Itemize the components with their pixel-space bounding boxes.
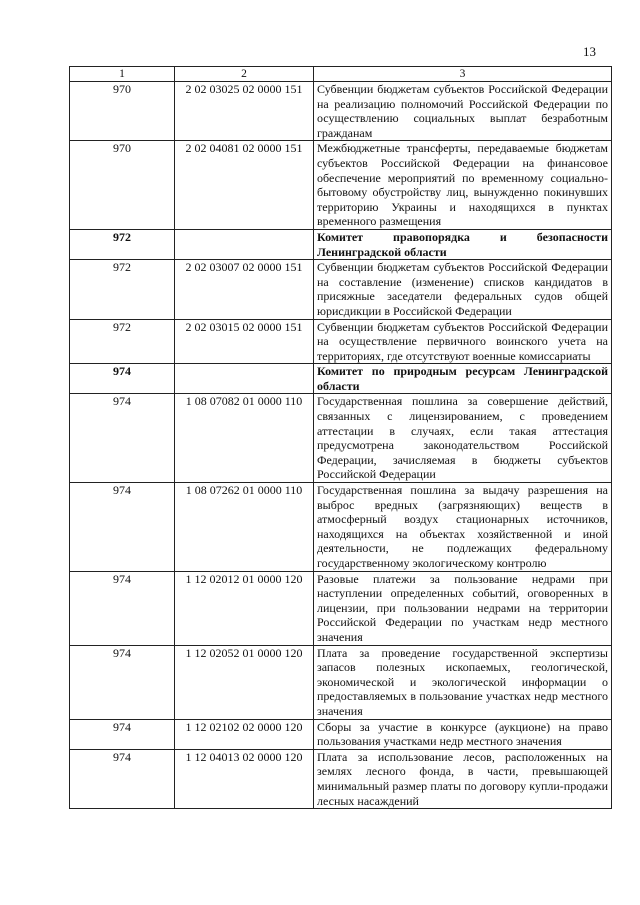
revenue-code-cell: 2 02 04081 02 0000 151 bbox=[175, 141, 314, 230]
table-row bbox=[70, 319, 612, 364]
table-row bbox=[70, 571, 612, 645]
revenue-code-cell bbox=[175, 364, 314, 394]
table-row bbox=[70, 394, 612, 483]
table-row bbox=[70, 719, 612, 749]
revenue-code-cell: 1 08 07262 01 0000 110 bbox=[175, 483, 314, 572]
table-row bbox=[70, 82, 612, 141]
table-row bbox=[70, 749, 612, 808]
column-header-1: 1 bbox=[70, 67, 175, 82]
revenue-name-cell: Субвенции бюджетам субъектов Российской Федерации на реализацию полномочий Российской Федерации по осуществлению социальных выплат безработным гражданам bbox=[314, 82, 612, 141]
administrator-name-cell: Комитет правопорядка и безопасности Ленинградской области bbox=[314, 229, 612, 259]
revenue-code-cell: 1 12 02052 01 0000 120 bbox=[175, 645, 314, 719]
revenue-code-cell: 2 02 03025 02 0000 151 bbox=[175, 82, 314, 141]
revenue-name-cell: Разовые платежи за пользование недрами при наступлении определенных событий, оговоренных в лицензии, при пользовании недрами на территории Российской Федерации по участкам недр местного значения bbox=[314, 571, 612, 645]
revenue-name-cell: Государственная пошлина за совершение действий, связанных с лицензированием, с проведением аттестации в случаях, если такая аттестация предусмотрена законодательством Российской Федерации, зачисляемая в бюджеты субъектов Российской Федерации bbox=[314, 394, 612, 483]
admin-code-cell: 974 bbox=[70, 645, 175, 719]
admin-code-cell: 972 bbox=[70, 260, 175, 319]
revenue-name-cell: Государственная пошлина за выдачу разрешения на выброс вредных (загрязняющих) веществ в атмосферный воздух стационарных источников, находящихся на объектах хозяйственной и иной деятельности, не подлежащих федеральному государственному экологическому контролю bbox=[314, 483, 612, 572]
revenue-code-cell: 2 02 03015 02 0000 151 bbox=[175, 319, 314, 364]
admin-code-cell: 974 bbox=[70, 483, 175, 572]
admin-code-cell: 974 bbox=[70, 394, 175, 483]
admin-code-cell: 974 bbox=[70, 749, 175, 808]
revenue-name-cell: Сборы за участие в конкурсе (аукционе) на право пользования участками недр местного значения bbox=[314, 719, 612, 749]
revenue-code-cell bbox=[175, 229, 314, 259]
table-row-administrator-header bbox=[70, 229, 612, 259]
administrator-name-cell: Комитет по природным ресурсам Ленинградской области bbox=[314, 364, 612, 394]
table-row bbox=[70, 141, 612, 230]
table-row bbox=[70, 260, 612, 319]
column-header-2: 2 bbox=[175, 67, 314, 82]
admin-code-cell: 972 bbox=[70, 319, 175, 364]
revenue-code-cell: 1 12 02102 02 0000 120 bbox=[175, 719, 314, 749]
revenue-codes-table bbox=[69, 66, 612, 809]
revenue-name-cell: Плата за использование лесов, расположенных на землях лесного фонда, в части, превышающей минимальный размер платы по договору купли-продажи лесных насаждений bbox=[314, 749, 612, 808]
table-row bbox=[70, 645, 612, 719]
table-header-row bbox=[70, 67, 612, 82]
revenue-name-cell: Плата за проведение государственной экспертизы запасов полезных ископаемых, геологической, экономической и экологической информации о предоставляемых в пользование участках недр местного значения bbox=[314, 645, 612, 719]
admin-code-cell: 974 bbox=[70, 719, 175, 749]
revenue-code-cell: 1 12 02012 01 0000 120 bbox=[175, 571, 314, 645]
revenue-code-cell: 2 02 03007 02 0000 151 bbox=[175, 260, 314, 319]
admin-code-cell: 974 bbox=[70, 364, 175, 394]
table-row bbox=[70, 483, 612, 572]
revenue-code-cell: 1 12 04013 02 0000 120 bbox=[175, 749, 314, 808]
admin-code-cell: 972 bbox=[70, 229, 175, 259]
admin-code-cell: 970 bbox=[70, 141, 175, 230]
revenue-name-cell: Субвенции бюджетам субъектов Российской Федерации на осуществление первичного воинского учета на территориях, где отсутствуют военные комиссариаты bbox=[314, 319, 612, 364]
revenue-code-cell: 1 08 07082 01 0000 110 bbox=[175, 394, 314, 483]
admin-code-cell: 974 bbox=[70, 571, 175, 645]
page-number: 13 bbox=[583, 44, 596, 59]
revenue-name-cell: Межбюджетные трансферты, передаваемые бюджетам субъектов Российской Федерации на финансовое обеспечение мероприятий по временному социально-бытовому обустройству лиц, вынужденно покинувших территорию Украины и находящихся в пунктах временного размещения bbox=[314, 141, 612, 230]
admin-code-cell: 970 bbox=[70, 82, 175, 141]
table-row-administrator-header bbox=[70, 364, 612, 394]
column-header-3: 3 bbox=[314, 67, 612, 82]
revenue-name-cell: Субвенции бюджетам субъектов Российской Федерации на составление (изменение) списков кандидатов в присяжные заседатели федеральных судов общей юрисдикции в Российской Федерации bbox=[314, 260, 612, 319]
